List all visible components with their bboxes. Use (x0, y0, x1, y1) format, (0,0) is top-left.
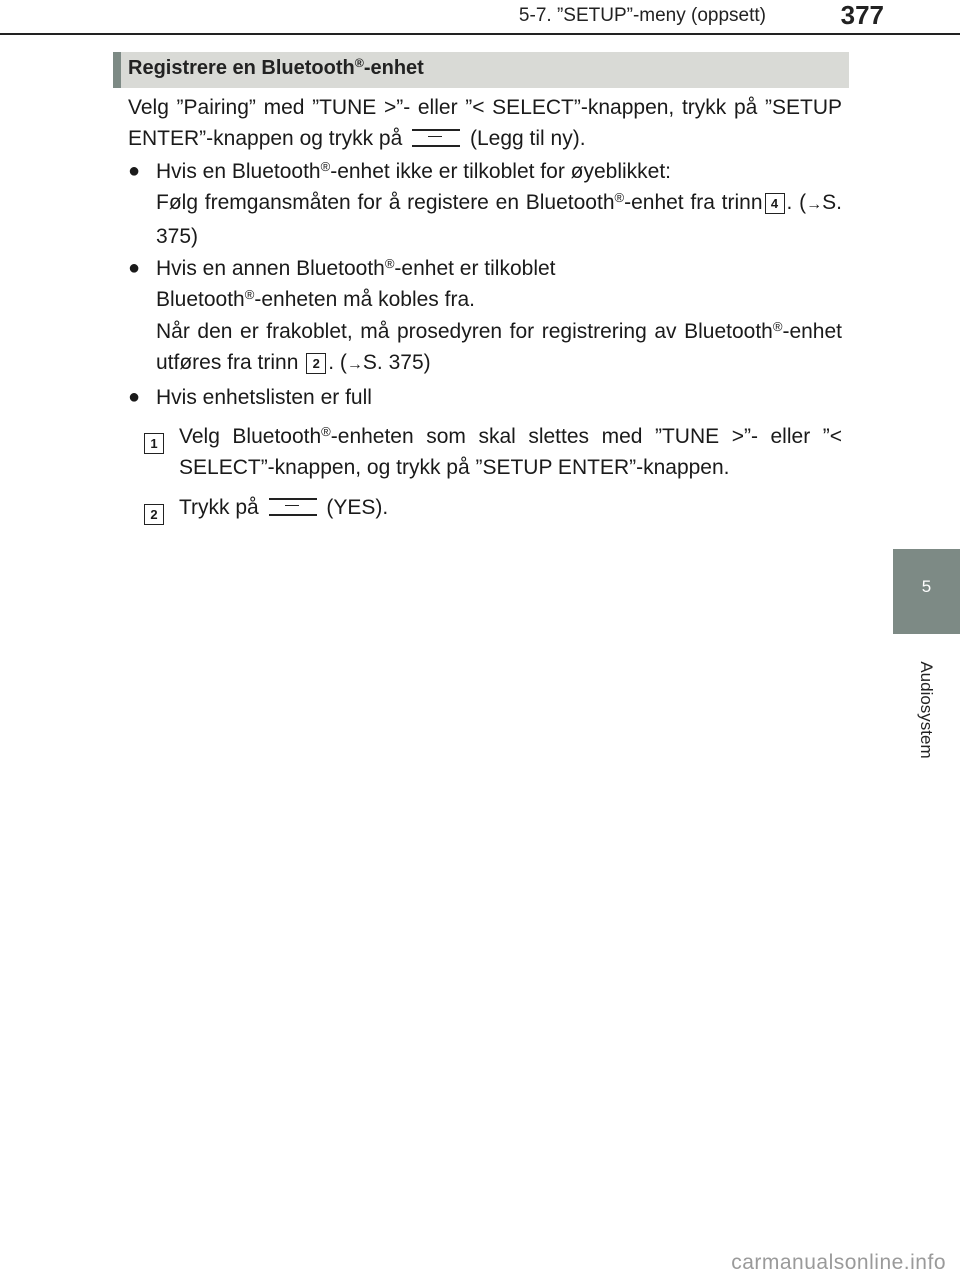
bullet-item: ● Hvis en annen Bluetooth®-enhet er tilkoblet Bluetooth®-enheten må kobles fra. Når den er frakoblet, må prosedyren for registrering av Bluetooth®-enhet utføres fra trinn 2 . (→S. 375) (128, 253, 842, 381)
watermark: carmanualsonline.info (731, 1251, 946, 1274)
section-title: Registrere en Bluetooth®-enhet (128, 56, 424, 79)
chapter-tab[interactable] (893, 549, 960, 634)
bullet-icon: ● (128, 385, 141, 408)
bullet-icon: ● (128, 159, 141, 182)
header-section-title: 5-7. ”SETUP”-meny (oppsett) (518, 5, 766, 26)
section-heading-bar (113, 52, 849, 88)
arrow-icon: → (346, 356, 363, 374)
bullet-item: ● Hvis en Bluetooth®-enhet ikke er tilkoblet for øyeblikket: Følg fremgansmåten for å registere en Bluetooth®-enhet fra trinn 4 . (→S. 375) (128, 156, 842, 252)
page-number: 377 (840, 0, 884, 30)
section-accent (113, 52, 121, 88)
yes-button-icon (269, 498, 317, 516)
page-reference-link[interactable]: S. 375) (156, 191, 842, 248)
step-item: 1 Velg Bluetooth®-enheten som skal slettes med ”TUNE >”- eller ”< SELECT”-knappen, og trykk på ”SETUP ENTER”-knappen. (128, 421, 842, 484)
body-content (128, 92, 842, 529)
step-ref-box: 2 (306, 353, 326, 374)
intro-paragraph: Velg ”Pairing” med ”TUNE >”- eller ”< SELECT”-knappen, trykk på ”SETUP ENTER”-knappen og trykk på (Legg til ny). (128, 96, 842, 151)
page-reference-link[interactable]: S. 375) (362, 351, 431, 375)
arrow-icon: → (806, 196, 823, 214)
header-divider (0, 33, 960, 35)
chapter-number: 5 (921, 577, 932, 596)
chapter-label: Audiosystem (917, 661, 936, 759)
add-new-button-icon (412, 129, 460, 147)
bullet-icon: ● (128, 257, 141, 280)
step-number-box: 2 (144, 504, 164, 525)
step-number-box: 1 (144, 433, 164, 454)
bullet-item: ● Hvis enhetslisten er full (128, 382, 842, 413)
step-ref-box: 4 (765, 193, 785, 214)
step-item: 2 Trykk på (YES). (128, 492, 842, 529)
